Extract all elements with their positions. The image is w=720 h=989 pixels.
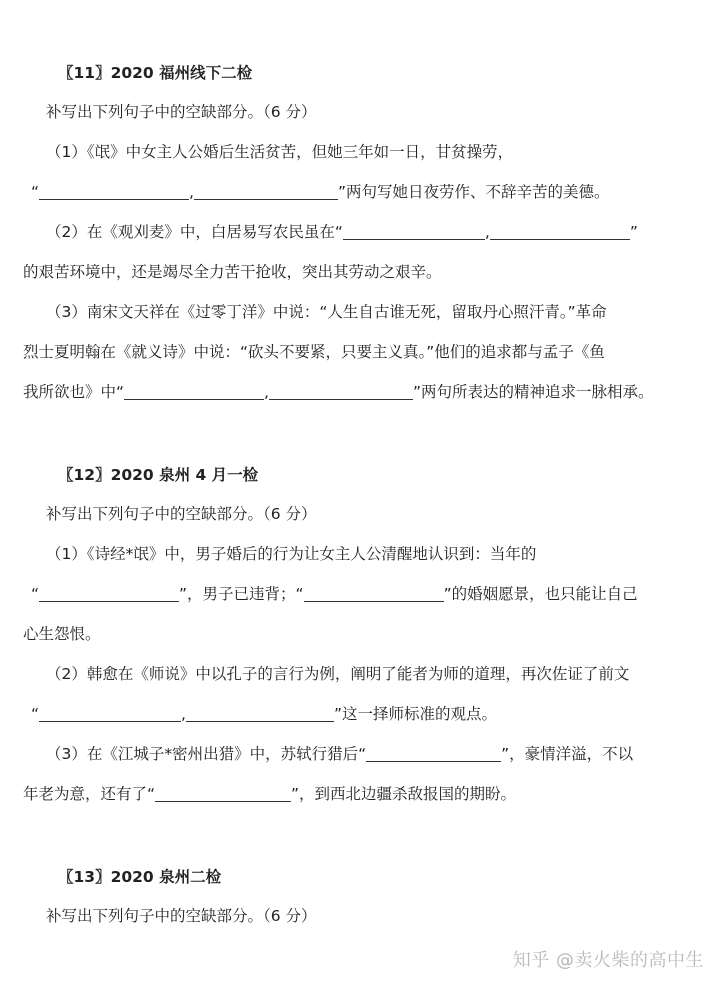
q3-tail-text: ”，豪情洋溢，不以 (501, 745, 634, 763)
answer-blank[interactable] (269, 383, 413, 400)
section-11-heading: 〖11〗2020 福州线下二检 (58, 64, 253, 82)
section-13-heading: 〖13〗2020 泉州二检 (58, 868, 222, 886)
q1-tail-text: ”的婚姻愿景，也只能让自己 (443, 585, 638, 603)
section-11-q3-line1: （3）南宋文天祥在《过零丁洋》中说：“人生自古谁无死，留取丹心照汗青。”革命 (46, 303, 607, 321)
section-12-q3-line2 (23, 783, 516, 805)
q1-tail-text: ”两句写她日夜劳作、不辞辛苦的美德。 (337, 183, 610, 201)
section-13-instruction: 补写出下列句子中的空缺部分。（6 分） (46, 907, 317, 925)
section-11-q1-line1: （1）《氓》中女主人公婚后生活贫苦，但她三年如一日，甘贫操劳， (46, 143, 514, 161)
answer-blank[interactable] (155, 785, 291, 802)
q2-tail-text: ”这一择师标准的观点。 (333, 705, 497, 723)
blank-comma: , (181, 705, 186, 723)
q1-mid-text: ”，男子已违背；“ (179, 585, 304, 603)
answer-blank[interactable] (39, 705, 181, 722)
section-12-q2-line2 (31, 703, 497, 725)
answer-blank[interactable] (39, 585, 179, 602)
q3-tail-text-2: ”，到西北边疆杀敌报国的期盼。 (291, 785, 517, 803)
section-12-instruction: 补写出下列句子中的空缺部分。（6 分） (46, 505, 317, 523)
section-12-q2-line1: （2）韩愈在《师说》中以孔子的言行为例，阐明了能者为师的道理，再次佐证了前文 (46, 665, 630, 683)
quote-open: “ (31, 585, 40, 603)
section-11-q2-line1 (46, 221, 638, 243)
answer-blank[interactable] (194, 183, 338, 200)
section-12-q1-line3: 心生怨恨。 (23, 625, 101, 643)
answer-blank[interactable] (490, 223, 630, 240)
blank-comma: , (484, 223, 490, 241)
quote-open: “ (31, 183, 40, 201)
zhihu-watermark: 知乎 @卖火柴的高中生 (512, 950, 704, 971)
q3-lead-text: （3）在《江城子*密州出猎》中，苏轼行猎后“ (46, 745, 367, 763)
section-12-q3-line1 (46, 743, 633, 765)
answer-blank[interactable] (304, 585, 444, 602)
answer-blank[interactable] (343, 223, 485, 240)
q3-tail-text: ”两句所表达的精神追求一脉相承。 (412, 383, 654, 401)
answer-blank[interactable] (366, 745, 501, 762)
section-12-q1-line1: （1）《诗经*氓》中，男子婚后的行为让女主人公清醒地认识到：当年的 (46, 545, 537, 563)
blank-comma: , (264, 383, 269, 401)
answer-blank[interactable] (124, 383, 264, 400)
section-12-heading: 〖12〗2020 泉州 4 月一检 (58, 466, 259, 484)
answer-blank[interactable] (186, 705, 334, 722)
quote-open: “ (31, 705, 40, 723)
section-11-instruction: 补写出下列句子中的空缺部分。（6 分） (46, 103, 317, 121)
q3-lead-text: 我所欲也》中“ (23, 383, 125, 401)
section-11-q3-line2: 烈士夏明翰在《就义诗》中说：“砍头不要紧，只要主义真。”他们的追求都与孟子《鱼 (23, 343, 605, 361)
section-11-q2-line2: 的艰苦环境中，还是竭尽全力苦干抢收，突出其劳动之艰辛。 (23, 263, 442, 281)
q2-lead-text: （2）在《观刈麦》中，白居易写农民虽在“ (46, 223, 343, 241)
answer-blank[interactable] (39, 183, 189, 200)
section-11-q1-line2 (31, 181, 610, 203)
section-11-q3-line3 (23, 381, 654, 403)
quote-close: ” (629, 223, 638, 241)
blank-comma: , (189, 183, 194, 201)
section-12-q1-line2 (31, 583, 638, 605)
q3-lead-text-2: 年老为意，还有了“ (23, 785, 156, 803)
